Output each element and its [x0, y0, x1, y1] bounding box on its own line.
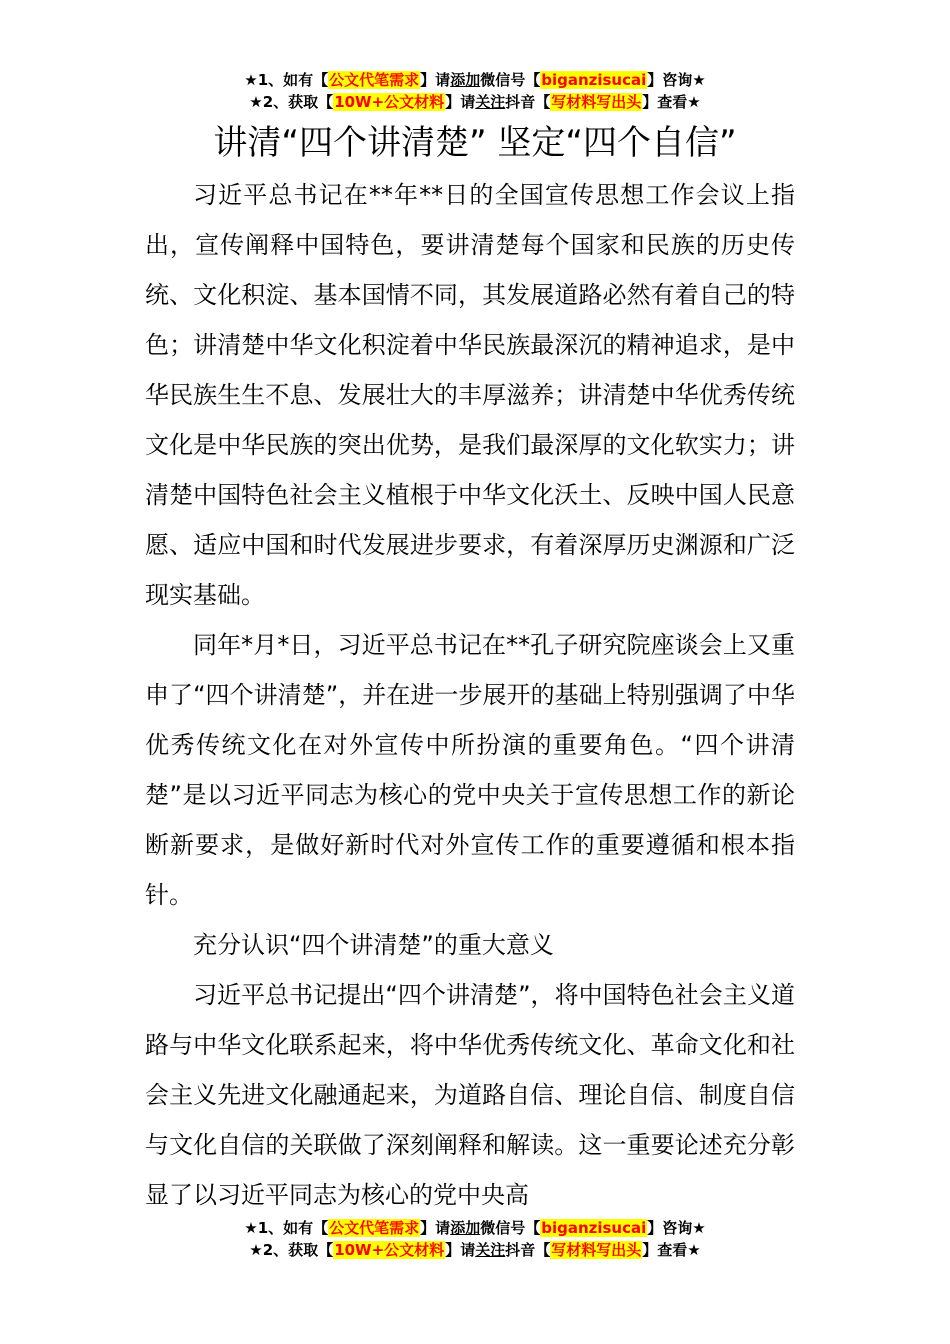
promo-line-2	[0, 92, 950, 114]
section-heading: 充分认识“四个讲清楚”的重大意义	[193, 931, 554, 959]
paragraph: 同年*月*日，习近平总书记在**孔子研究院座谈会上又重申了“四个讲清楚”，并在进一步展开的基础上特别强调了中华优秀传统文化在对外宣传中所扮演的重要角色。“四个讲清楚”是以习近平同志为核心的党中央关于宣传思想工作的新论断新要求，是做好新时代对外宣传工作的重要遵循和根本指针。	[145, 631, 795, 909]
promo-text: 】请	[445, 1241, 476, 1259]
promo-highlight: biganzisucai	[541, 1219, 647, 1237]
promo-text: 】咨询★	[647, 71, 706, 89]
promo-text: ★2、获取【	[249, 93, 334, 111]
paragraph: 习近平总书记在**年**日的全国宣传思想工作会议上指出，宣传阐释中国特色，要讲清楚每个国家和民族的历史传统、文化积淀、基本国情不同，其发展道路必然有着自己的特色；讲清楚中华文化积淀着中华民族最深沉的精神追求，是中华民族生生不息、发展壮大的丰厚滋养；讲清楚中华优秀传统文化是中华民族的突出优势，是我们最深厚的文化软实力；讲清楚中国特色社会主义植根于中华文化沃土、反映中国人民意愿、适应中国和时代发展进步要求，有着深厚历史渊源和广泛现实基础。	[145, 181, 795, 609]
promo-line-1	[0, 1218, 950, 1240]
document-title: 讲清“四个讲清楚” 坚定“四个自信”	[213, 123, 737, 163]
promo-text: 】请	[420, 1219, 451, 1237]
promo-highlight: 10W+公文材料	[334, 93, 445, 111]
promo-line-2	[0, 1240, 950, 1262]
promo-text: ★1、如有【	[244, 1219, 329, 1237]
promo-highlight: 公文代笔需求	[329, 1219, 420, 1237]
promo-text: ★2、获取【	[249, 1241, 334, 1259]
promo-text: 】查看★	[642, 93, 701, 111]
promo-underlined: 关注	[475, 93, 506, 111]
promo-highlight: 写材料写出头	[551, 1241, 642, 1259]
paragraph: 习近平总书记提出“四个讲清楚”，将中国特色社会主义道路与中华文化联系起来，将中华优秀传统文化、革命文化和社会主义先进文化融通起来，为道路自信、理论自信、制度自信与文化自信的关联做了深刻阐释和解读。这一重要论述充分彰显了以习近平同志为核心的党中央高	[145, 981, 795, 1209]
promo-text: 抖音【	[505, 1241, 551, 1259]
promo-underlined: 添加	[450, 1219, 481, 1237]
promo-footer	[0, 1218, 950, 1262]
promo-highlight: 10W+公文材料	[334, 1241, 445, 1259]
promo-text: 微信号【	[480, 1219, 541, 1237]
promo-line-1	[0, 70, 950, 92]
promo-highlight: biganzisucai	[541, 71, 647, 89]
promo-text: 】请	[445, 93, 476, 111]
promo-underlined: 添加	[450, 71, 481, 89]
promo-highlight: 写材料写出头	[551, 93, 642, 111]
promo-underlined: 关注	[475, 1241, 506, 1259]
promo-text: 抖音【	[505, 93, 551, 111]
promo-text: 微信号【	[480, 71, 541, 89]
promo-text: ★1、如有【	[244, 71, 329, 89]
promo-text: 】请	[420, 71, 451, 89]
promo-text: 】咨询★	[647, 1219, 706, 1237]
promo-header	[0, 70, 950, 114]
document-body	[145, 170, 795, 1220]
promo-highlight: 公文代笔需求	[329, 71, 420, 89]
promo-text: 】查看★	[642, 1241, 701, 1259]
